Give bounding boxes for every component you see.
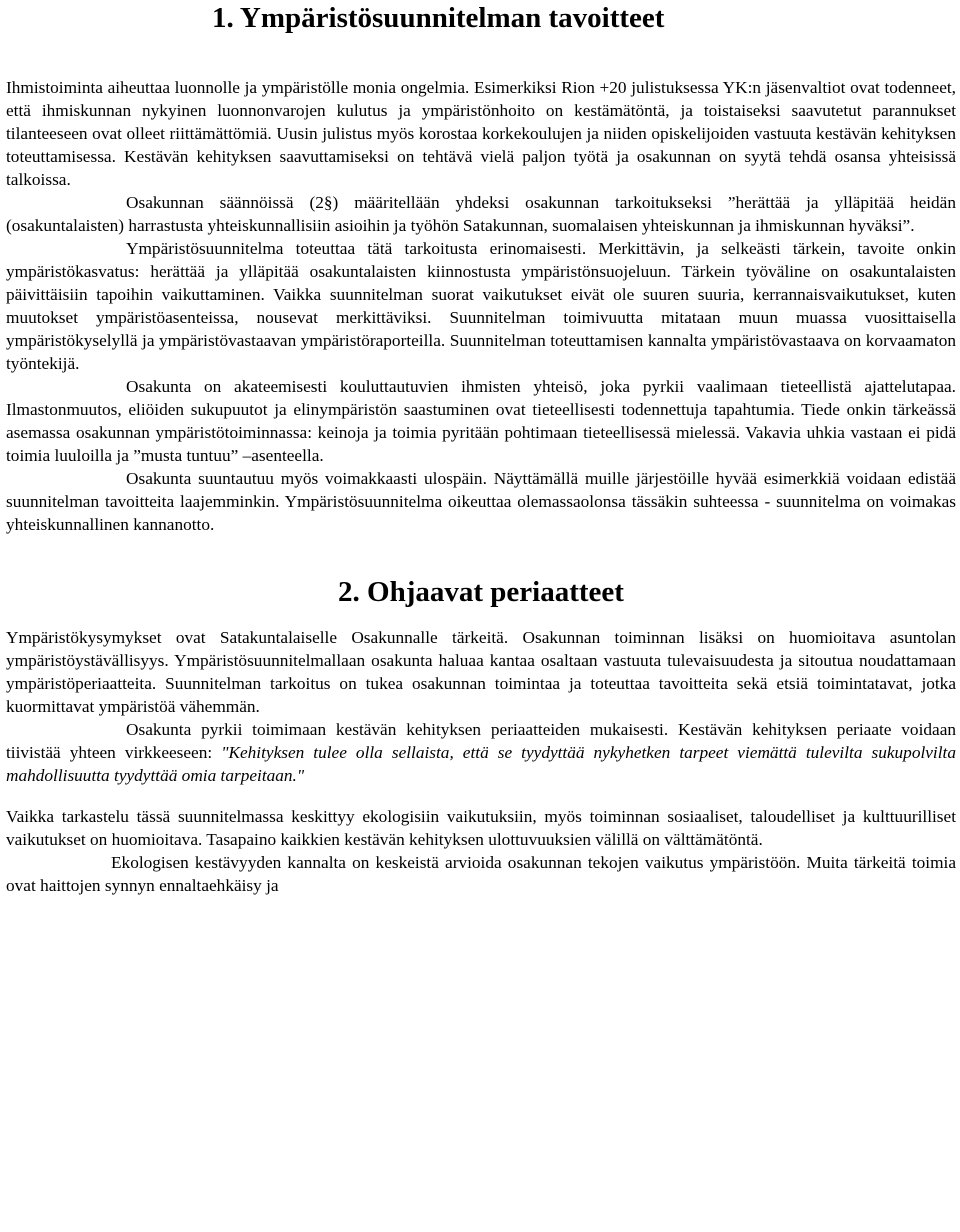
section-1-paragraph-4: Osakunta on akateemisesti kouluttautuvien ihmisten yhteisö, joka pyrkii vaalimaan tieteellistä ajattelutapaa. Ilmastonmuutos, eliöiden sukupuutot ja elinympäristön saastuminen ovat tieteellisesti todennettuja tapahtumia. Tiede onkin tärkeässä asemassa osakunnan ympäristötoiminnassa: keinoja ja toimia pyritään pohtimaan tieteellisessä mielessä. Vakavia uhkia vastaan ei pidä toimia luuloilla ja ”musta tuntuu” –asenteella. [6, 377, 956, 465]
section-1-paragraph-1: Ihmistoiminta aiheuttaa luonnolle ja ympäristölle monia ongelmia. Esimerkiksi Rion +20 julistuksessa YK:n jäsenvaltiot ovat todenneet, että ihmiskunnan nykyinen luonnonvarojen kulutus ja ympäristönhoito on kestämätöntä, ja toistaiseksi saavutetut parannukset tilanteeseen ovat olleet riittämättömiä. Uusin julistus myös korostaa korkekoulujen ja niiden opiskelijoiden vastuuta kestävän kehityksen toteuttamisessa. Kestävän kehityksen saavuttamiseksi on tehtävä vielä paljon työtä ja osakunnan on syytä tehdä osansa yhteisissä talkoissa. [6, 78, 956, 189]
section-2-paragraph-4: Ekologisen kestävyyden kannalta on keskeistä arvioida osakunnan tekojen vaikutus ympäristöön. Muita tärkeitä toimia ovat haittojen synnyn ennaltaehkäisy ja [6, 853, 956, 895]
section-1-paragraph-5: Osakunta suuntautuu myös voimakkaasti ulospäin. Näyttämällä muille järjestöille hyvää esimerkkiä voidaan edistää suunnitelman tavoitteita laajemminkin. Ympäristösuunnitelma oikeuttaa olemassaolonsa tässäkin suhteessa - suunnitelma on voimakas yhteiskunnallinen kannanotto. [6, 469, 956, 534]
document-page [6, 0, 956, 897]
section-1-paragraph-2: Osakunnan säännöissä (2§) määritellään yhdeksi osakunnan tarkoitukseksi ”herättää ja ylläpitää heidän (osakuntalaisten) harrastusta yhteiskunnallisiin asioihin ja työhön Satakunnan, suomalaisen yhteiskunnan ja ihmiskunnan hyväksi”. [6, 193, 956, 235]
section-1-heading: 1. Ympäristösuunnitelman tavoitteet [212, 2, 665, 34]
section-2-heading: 2. Ohjaavat periaatteet [338, 576, 624, 608]
principle-lead-text: Osakunta pyrkii toimimaan kestävän kehityksen periaatteiden mukaisesti. Kestävän kehityksen periaate voidaan tiivistää yhteen virkkeeseen: [6, 720, 956, 762]
section-2-paragraph-1: Ympäristökysymykset ovat Satakuntalaiselle Osakunnalle tärkeitä. Osakunnan toiminnan lisäksi on huomioitava asuntolan ympäristöystävällisyys. Ympäristösuunnitelmallaan osakunta haluaa kantaa osaltaan vastuuta tulevaisuudesta ja sitoutua noudattamaan ympäristöperiaatteita. Suunnitelman tarkoitus on tukea osakunnan toimintaa ja toteuttaa tavoitteita sekä etsiä toimintatavat, jotka kuormittavat ympäristöä vähemmän. [6, 628, 956, 716]
section-2-paragraph-2 [6, 718, 956, 787]
principle-quote: "Kehityksen tulee olla sellaista, että se tyydyttää nykyhetken tarpeet viemättä tulevilta sukupolvilta mahdollisuutta tyydyttää omia tarpeitaan." [6, 743, 956, 785]
section-2-paragraph-3: Vaikka tarkastelu tässä suunnitelmassa keskittyy ekologisiin vaikutuksiin, myös toiminnan sosiaaliset, taloudelliset ja kulttuurilliset vaikutukset on huomioitava. Tasapaino kaikkien kestävän kehityksen ulottuvuuksien välillä on välttämätöntä. [6, 807, 956, 849]
section-1-paragraph-3: Ympäristösuunnitelma toteuttaa tätä tarkoitusta erinomaisesti. Merkittävin, ja selkeästi tärkein, tavoite onkin ympäristökasvatus: herättää ja ylläpitää osakuntalaisten kiinnostusta ympäristönsuojeluun. Tärkein työväline on osakuntalaisten päivittäisiin tapoihin vaikuttaminen. Vaikka suunnitelman suorat vaikutukset eivät ole suuren suuria, kerrannaisvaikutukset, kuten muutokset ympäristöasenteissa, nousevat merkittäviksi. Suunnitelman toimivuutta mitataan muun muassa vuosittaisella ympäristökyselyllä ja ympäristövastaavan ympäristöraporteilla. Suunnitelman toteuttamisen kannalta ympäristövastaava on korvaamaton työntekijä. [6, 239, 956, 373]
